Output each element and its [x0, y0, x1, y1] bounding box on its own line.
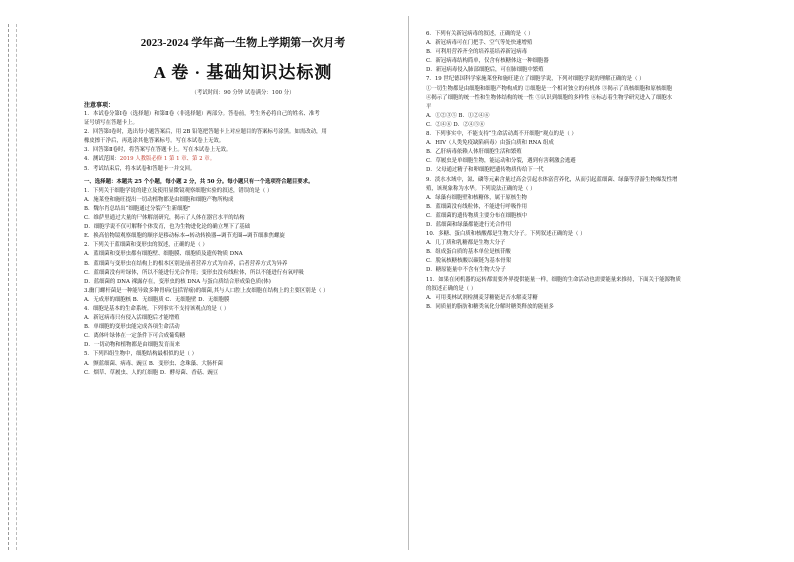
notice-line: 2．回答第Ⅰ卷时，选出每小题答案后，用 2B 铅笔把答题卡上对应题目的答案标号涂黑。如需改动，用	[84, 129, 327, 136]
question-list-right	[426, 30, 766, 312]
question-line: ④揭示了细胞的统一性和生物体结构的统一性 ⑤认识到细胞的多样性 ⑥标志着生物学研究进入了细胞水	[426, 94, 673, 101]
notice-line: 5．考试结束后，将本试卷和答题卡一并交回。	[84, 165, 196, 172]
notice-heading: 注意事项：	[84, 102, 115, 109]
question-line: A．颤蓝细菌、病毒、豌豆 B．变形虫、念珠藻、大肠杆菌	[84, 360, 223, 367]
question-line: B．组成蛋白质的基本单位是核苷酸	[426, 249, 511, 256]
question-line: ①一切生物都是由细胞和细胞产物构成的 ②细胞是一个相对独立的有机体 ③揭示了真核细胞和原核细胞	[426, 85, 673, 92]
question-line: C．脱氧核糖核酸以碳链为基本骨架	[426, 258, 511, 265]
question-line: A．施莱登和施旺提出一切动植物都是由细胞和细胞产物所构成	[84, 196, 234, 203]
question-line: A．几丁质和乳糖都是生物大分子	[426, 240, 506, 247]
question-line: 的叙述正确的是（ ）	[426, 285, 477, 292]
question-line: C．维萨里通过大量的尸体解剖研究，揭示了人体在器官水平的结构	[84, 215, 245, 222]
exam-title: 2023-2024 学年高一生物上学期第一次月考	[140, 37, 346, 49]
question-line: C．烟草、草履虫、人的红细胞 D．酵母菌、香菇、豌豆	[84, 369, 219, 376]
binding-margin-line	[8, 24, 9, 550]
question-line: B．可利用营养齐全的培养基培养新冠病毒	[426, 49, 527, 56]
question-line: A．无成形的细胞核 B．无细胞质 C．无细胞壁 D．无细胞膜	[84, 296, 230, 303]
question-line: C．草履虫是单细胞生物，能运动和分裂，遇到有害刺激会逃避	[426, 158, 576, 165]
question-line: D．一切动物和植物都是由细胞发育而来	[84, 342, 180, 349]
question-line: 平	[426, 103, 432, 110]
question-line: A．新冠病毒可在门把手、空气等处快速增殖	[426, 40, 533, 47]
question-line: 11．如果在闭机器的运转都需要外界提供能量一样，细胞的生命活动也需要能量来推持，下面关于能源物质	[426, 276, 681, 283]
question-line: E．换高倍物镜观察细胞的顺序是移动标本→转动转换器→调节光圈→调节细准焦螺旋	[84, 233, 285, 240]
question-line: A．绿藻有细胞壁和核糖体，属于原核生物	[426, 194, 527, 201]
question-line: 4．细胞是基本的生命系统。下列事实不支持该观点的是（ ）	[84, 305, 230, 312]
range-label: 4．测试范围：	[84, 156, 120, 163]
question-line: 8．下列事实中，不能支持“生命活动离不开细胞”观点的是（ ）	[426, 131, 577, 138]
range-value: 2019 人教版必修 1 第 1 章、第 2 章。	[119, 156, 216, 163]
question-line: A．蓝细菌和变形虫都有细胞壁、细胞膜、细胞质及遗传物质 DNA	[84, 251, 243, 258]
question-line: 9．淡水水域中，氮、磷等元素含量过高会引起水体富营养化，从而引起蓝细菌、绿藻等浮游生物爆发性增	[426, 176, 678, 183]
question-line: D．糖原能量中不含有生物大分子	[426, 267, 506, 274]
notice-line: 1．本试卷分第Ⅰ卷（选择题）和第Ⅱ卷（非选择题）两部分。答卷前，考生务必将自己的姓名、准考	[84, 111, 320, 117]
question-line: A．HIV（人类免疫缺陷病毒）由蛋白质和 RNA 组成	[426, 140, 554, 147]
question-line: B．魏尔肖总结出“细胞通过分裂产生新细胞”	[84, 205, 191, 212]
exam-info: （考试时间：90 分钟 试卷满分：100 分）	[191, 90, 295, 96]
question-line: B．蓝细菌没有线粒体，不能进行呼吸作用	[426, 203, 527, 210]
right-column	[426, 30, 766, 312]
question-line: C．蓝细菌没有叶绿体，所以不能进行光合作用；变形虫没有线粒体，所以不能进行有氧呼吸	[84, 269, 304, 276]
left-column	[84, 30, 402, 378]
question-list-left	[84, 187, 402, 378]
notice-line: 3．回答第Ⅱ卷时，将答案写在答题卡上。写在本试卷上无效。	[84, 147, 232, 154]
question-line: D．细胞学说不仅可解释个体发育，也为生物进化论的确立埋下了基础	[84, 224, 251, 231]
question-line: D．蓝细菌和绿藻都能进行光合作用	[426, 221, 512, 228]
notice-line: 橡皮擦干净后，再选涂其他答案标号。写在本试卷上无效。	[84, 138, 225, 145]
question-line: C．离体叶绿体在一定条件下可合成葡萄糖	[84, 333, 186, 340]
question-line: D．父母通过精子和卵细胞把遗传物质传给下一代	[426, 167, 544, 174]
question-line: 7．19 世纪德国科学家施莱登和施旺建立了细胞学说，下列对细胞学说的理解正确的是（ ）	[426, 76, 645, 83]
notice-line-range	[84, 155, 402, 164]
question-line: C．②④⑥ D．②④⑤⑥	[426, 121, 485, 128]
question-line: 5．下列四组生物中，细胞结构最相似的是（ ）	[84, 351, 197, 358]
question-line: B．蓝细菌与变形虫在结构上的根本区别是前者营养方式为自养，后者营养方式为异养	[84, 260, 288, 267]
notice-line: 证号填写在答题卡上。	[84, 120, 138, 127]
binding-margin-line-inner	[16, 24, 17, 550]
question-line: B．同质量的脂肪和糖类氧化分解时糖类释放的能量多	[426, 303, 554, 310]
section-heading: 一、选择题：本题共 25 个小题，每小题 2 分，共 50 分。每小题只有一个选项符合题目要求。	[84, 178, 314, 185]
question-line: 2．下列关于蓝细菌和变形虫的叙述，正确的是（ ）	[84, 242, 208, 249]
column-divider	[408, 16, 409, 550]
question-line: 殖，该现象称为水华。下列说法正确的是（ ）	[426, 185, 536, 192]
exam-subtitle: A 卷 · 基础知识达标测	[153, 63, 333, 82]
question-line: A．①②③⑤ B．①②④⑥	[426, 112, 490, 119]
question-line: C．新冠病毒结构简单，仅含有核糖体这一种细胞器	[426, 58, 549, 65]
question-line: B．单细胞的变形虫能完成各项生命活动	[84, 324, 180, 331]
question-line: B．乙肝病毒依赖人体肝细胞生活和繁殖	[426, 149, 522, 156]
question-line: D．蓝细菌的 DNA 裸露存在，变形虫的核 DNA 与蛋白质结合形成染色质(体)	[84, 278, 271, 285]
question-line: 6．下列有关新冠病毒的叙述，正确的是（ ）	[426, 31, 534, 37]
question-line: 10．多糖、蛋白质和核酸都是生物大分子。下列叙述正确的是（ ）	[426, 231, 586, 238]
question-line: 1．下列关于细胞学说的建立及使用显微镜观察细胞实验的叙述，错误的是（ ）	[84, 187, 273, 194]
question-line: A．新冠病毒只有侵入活细胞后才能增殖	[84, 315, 180, 322]
question-line: D．新冠病毒侵入肺部细胞后，可在肺细胞中繁殖	[426, 67, 544, 74]
question-line: A．可用斐林试剂检测麦芽糖能是否水解麦芽糖	[426, 294, 538, 301]
question-line: 3.幽门螺杆菌是一种能导致多种胃病(包括胃癌)的细菌,其与人口腔上皮细胞在结构上的主要区别是（ ）	[84, 287, 329, 294]
question-line: C．蓝细菌的遗传物质主要分布在细胞核中	[426, 212, 528, 219]
